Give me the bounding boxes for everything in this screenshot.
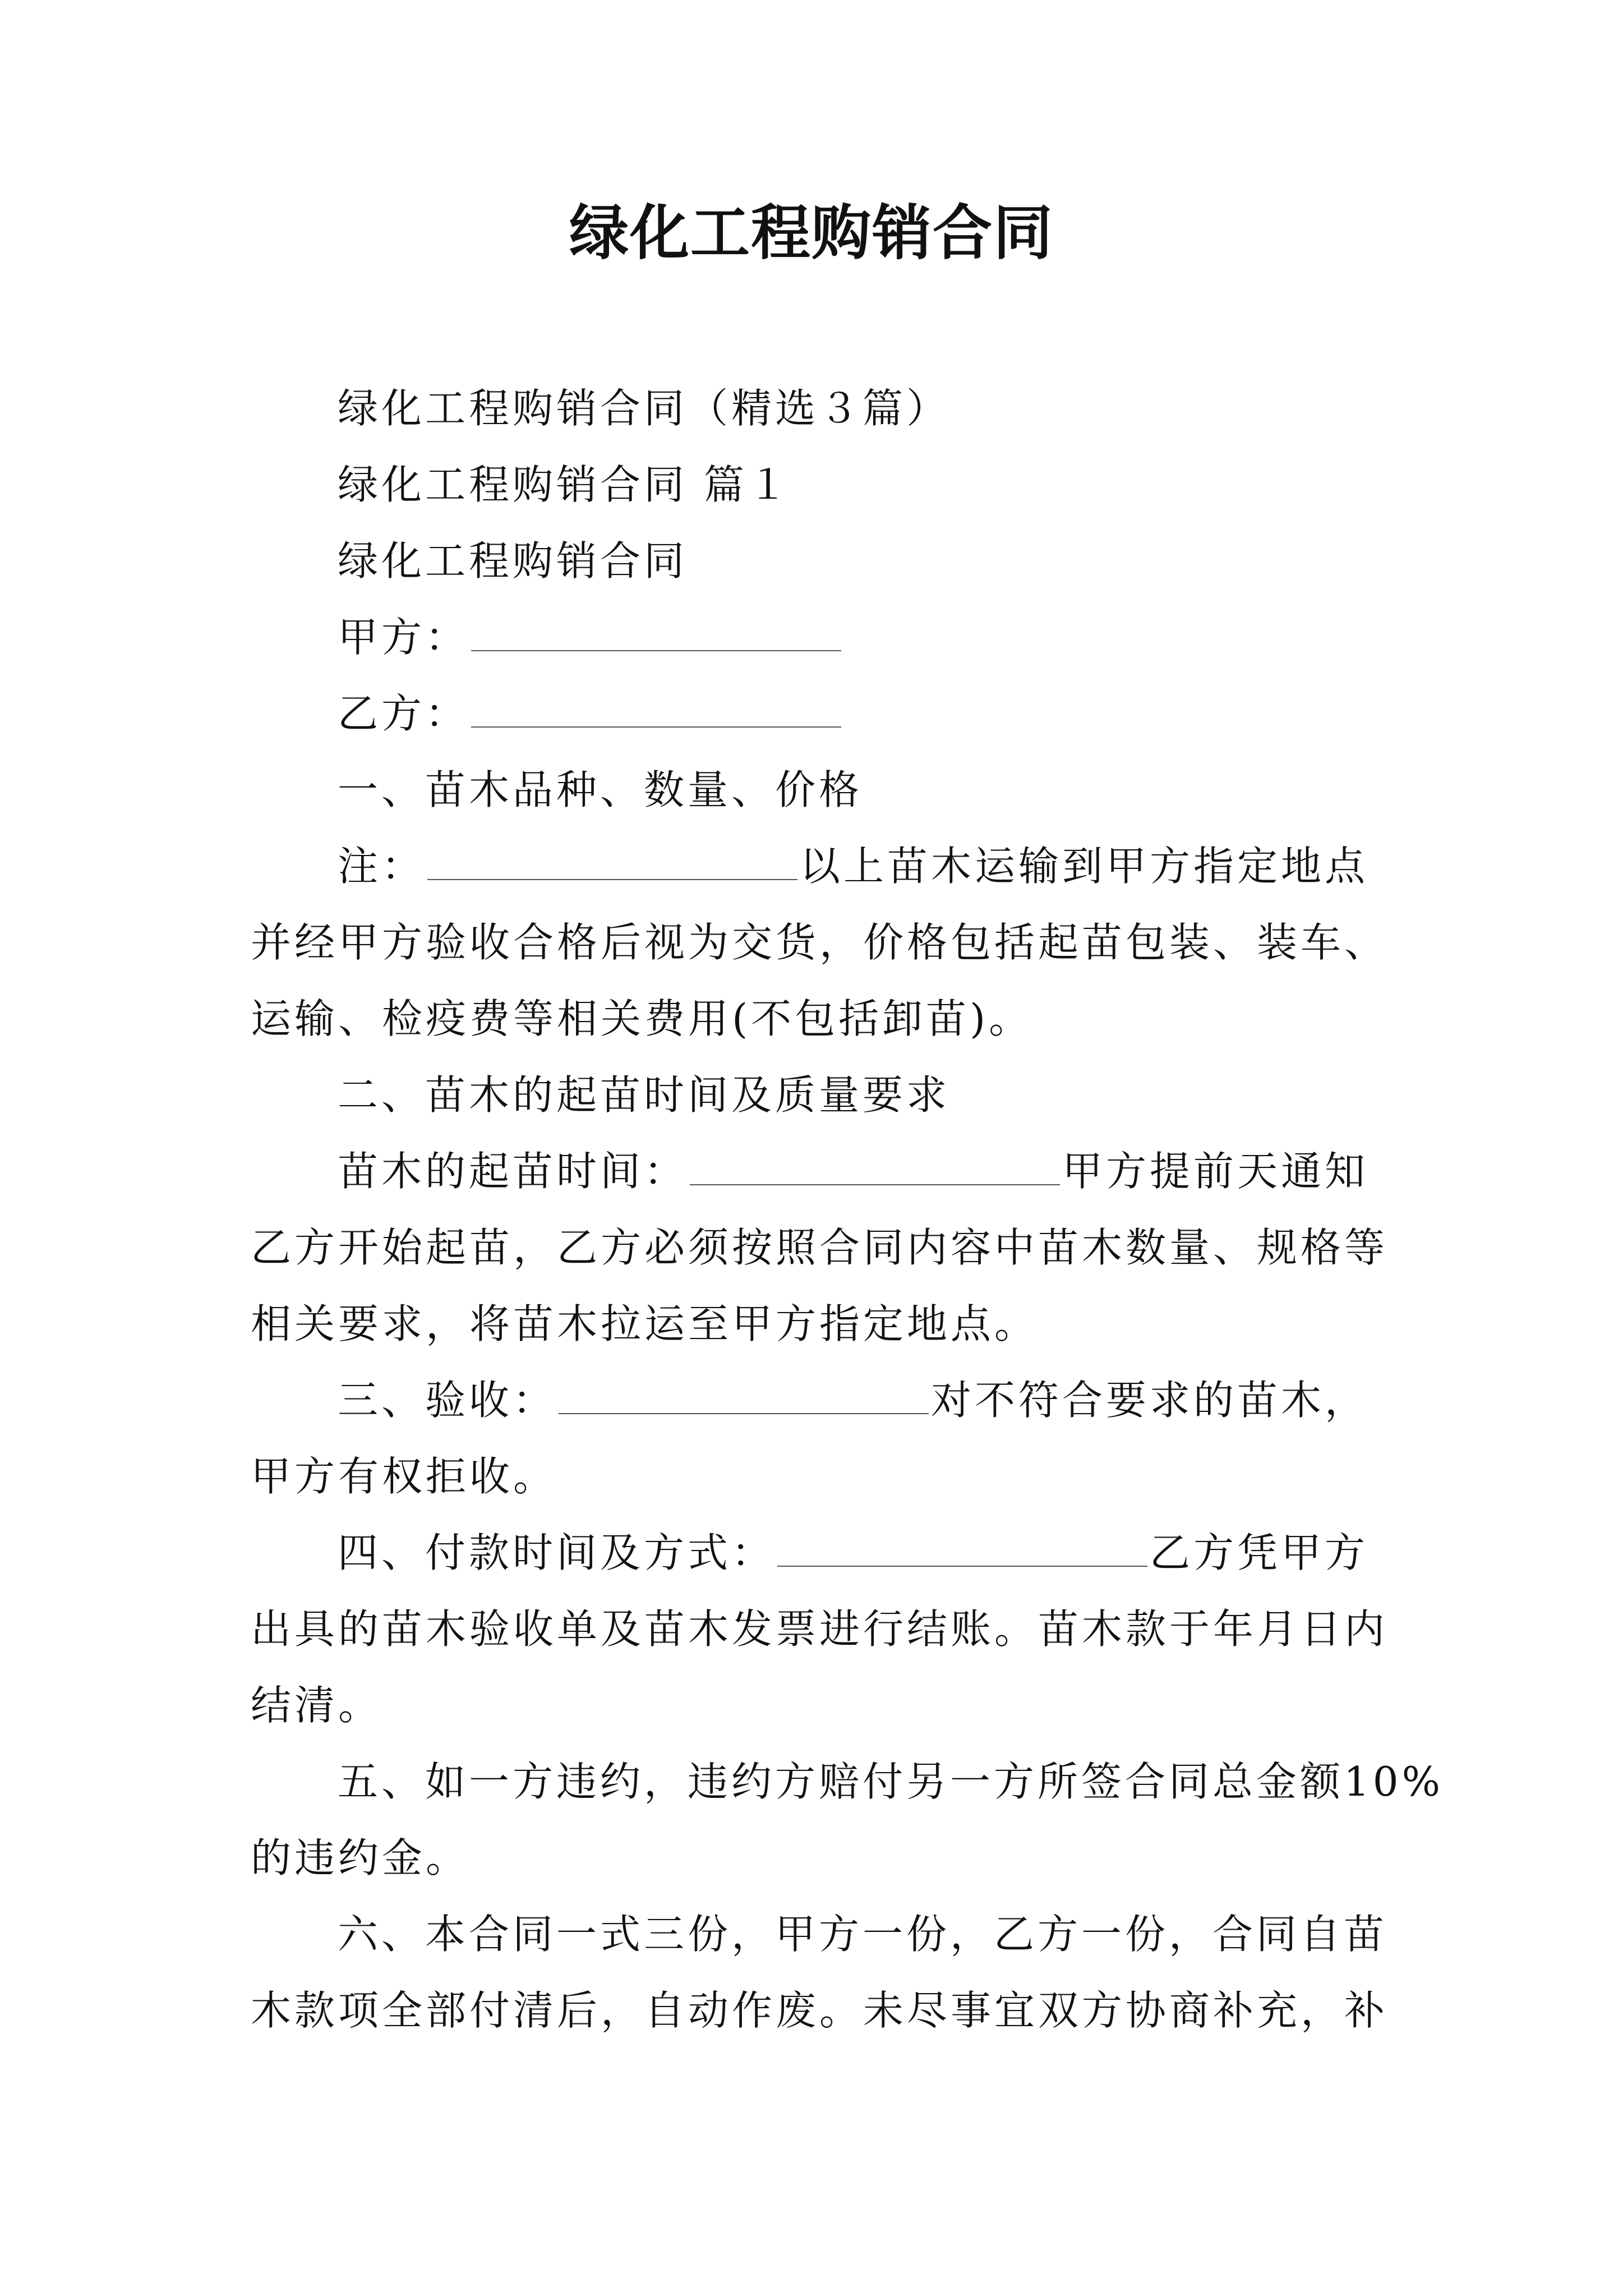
clause1-heading: 一、苗木品种、数量、价格	[338, 766, 863, 813]
clause3-line1	[251, 1362, 1384, 1438]
party-b-line	[251, 675, 1384, 752]
clause2-line3: 相关要求，将苗木拉运至甲方指定地点。	[251, 1300, 1039, 1347]
clause4-blank	[777, 1565, 1147, 1567]
section-heading: 绿化工程购销合同 篇１	[338, 461, 791, 508]
party-b-label: 乙方：	[338, 690, 469, 737]
clause1-note-prefix: 注：	[338, 843, 426, 890]
clause2-prefix: 苗木的起苗时间：	[338, 1148, 688, 1195]
document-title: 绿化工程购销合同	[569, 197, 1054, 268]
party-b-blank	[471, 726, 841, 728]
clause2-blank	[690, 1184, 1060, 1185]
party-a-blank	[471, 650, 841, 651]
clause1-note-line2: 并经甲方验收合格后视为交货，价格包括起苗包装、装车、	[251, 919, 1389, 966]
party-a-line	[251, 599, 1384, 675]
clause2-line1-suffix: 甲方提前天通知	[1062, 1148, 1369, 1195]
clause1-note-line1	[251, 828, 1384, 904]
clause4-line1-suffix: 乙方凭甲方	[1150, 1529, 1369, 1576]
subtitle-line: 绿化工程购销合同（精选３篇）	[338, 385, 951, 432]
clause3-line2: 甲方有权拒收。	[251, 1453, 557, 1500]
clause5-line1: 五、如一方违约，违约方赔付另一方所签合同总金额10%	[338, 1758, 1444, 1805]
clause4-prefix: 四、付款时间及方式：	[338, 1529, 776, 1576]
clause2-line1	[251, 1133, 1384, 1209]
clause2-heading: 二、苗木的起苗时间及质量要求	[338, 1071, 951, 1119]
clause1-note-line3: 运输、检疫费等相关费用(不包括卸苗)。	[251, 995, 1033, 1042]
clause4-line1	[251, 1515, 1384, 1591]
clause4-line2: 出具的苗木验收单及苗木发票进行结账。苗木款于年月日内	[251, 1605, 1389, 1653]
document-body	[251, 370, 1444, 2049]
clause3-prefix: 三、验收：	[338, 1377, 557, 1424]
clause4-line3: 结清。	[251, 1682, 382, 1729]
clause2-line2: 乙方开始起苗，乙方必须按照合同内容中苗木数量、规格等	[251, 1224, 1389, 1271]
clause6-line1: 六、本合同一式三份，甲方一份，乙方一份，合同自苗	[338, 1911, 1388, 1958]
clause6-line2: 木款项全部付清后，自动作废。未尽事宜双方协商补充，补	[251, 1987, 1389, 2034]
clause3-blank	[559, 1412, 929, 1414]
party-a-label: 甲方：	[338, 614, 469, 661]
contract-name: 绿化工程购销合同	[338, 537, 688, 585]
clause1-note-blank	[427, 878, 797, 880]
clause3-line1-suffix: 对不符合要求的苗木，	[931, 1377, 1369, 1424]
clause1-note-line1-suffix: 以上苗木运输到甲方指定地点	[800, 843, 1369, 890]
clause5-line2: 的违约金。	[251, 1834, 470, 1881]
